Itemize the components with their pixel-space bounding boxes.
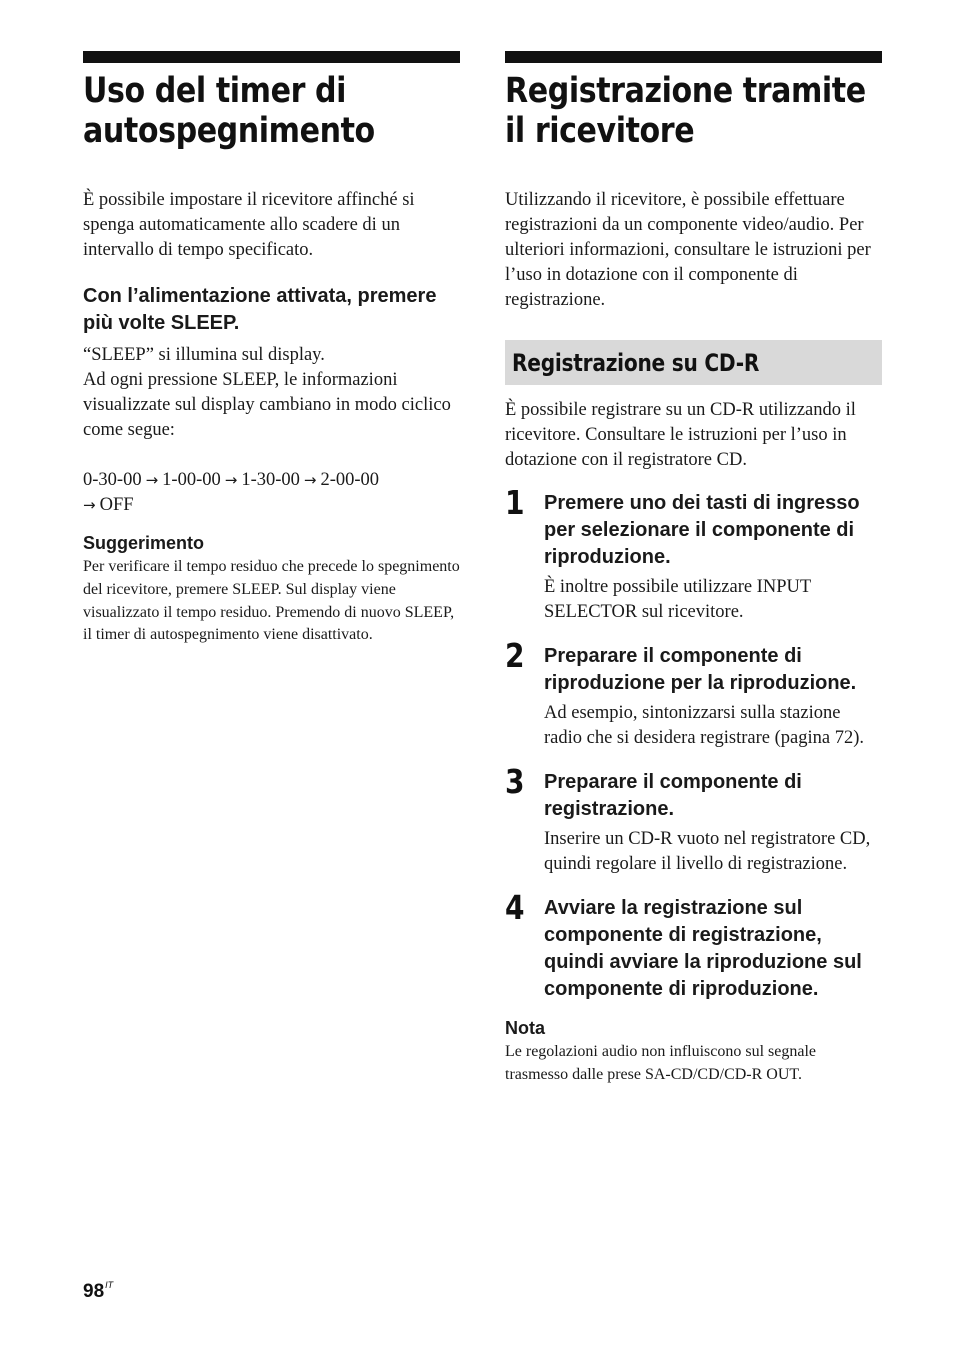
step-number: 1 [505,483,525,522]
sequence-value: 1-30-00 [241,470,300,490]
step-item [505,762,882,877]
step-body-line: Ad ogni pressione SLEEP, le informazioni visualizzate sul display cambiano in modo ciclico come segue: [83,370,451,440]
sequence-value: 0-30-00 [83,470,142,490]
right-column [505,51,882,1087]
section-title: Uso del timer di autospegnimento [83,71,375,151]
subsection-title: Registrazione su CD-R [512,348,760,377]
intro-paragraph: Utilizzando il ricevitore, è possibile effettuare registrazioni da un componente video/audio. Per ulteriori informazioni, consultare le istruzioni per l’uso in dotazione con il componente di registrazione. [505,190,871,310]
note-text: Le regolazioni audio non influiscono sul segnale trasmesso dalle prese SA-CD/CD/CD-R OUT. [505,1043,817,1083]
step-heading: Preparare il componente di registrazione. [544,771,802,820]
step-heading: Preparare il componente di riproduzione per la riproduzione. [544,645,857,694]
step-heading: Avviare la registrazione sul componente di registrazione, quindi avviare la riproduzione sul componente di riproduzione. [544,897,862,1000]
step-item [505,888,882,1003]
subsection-intro: È possibile registrare su un CD-R utilizzando il ricevitore. Consultare le istruzioni per l’uso in dotazione con il registratore CD. [505,400,856,470]
sequence-value: 2-00-00 [320,470,380,490]
arrow-right-icon: → [224,471,238,489]
step-item [505,636,882,751]
tip-text: Per verificare il tempo residuo che precede lo spegnimento del ricevitore, premere SLEEP. Sul display viene visualizzato il tempo residuo. Premendo di nuovo SLEEP, il timer di autospegnimento viene disattivato. [83,558,460,644]
left-column [83,51,460,647]
step-body: È inoltre possibile utilizzare INPUT SELECTOR sul ricevitore. [544,577,811,622]
intro-paragraph: È possibile impostare il ricevitore affinché si spenga automaticamente allo scadere di un intervallo di tempo specificato. [83,190,415,260]
page-number-value: 98 [83,1281,105,1302]
step-heading: Con l’alimentazione attivata, premere più volte SLEEP. [83,285,437,334]
arrow-right-icon: → [145,471,159,489]
sequence-value: OFF [99,495,134,515]
step-item [505,483,882,625]
section-title-bar [505,51,882,63]
step-number: 2 [505,636,525,675]
section-title-bar [83,51,460,63]
note-label: Nota [505,1018,545,1038]
subsection-header [505,340,882,385]
step-heading: Premere uno dei tasti di ingresso per selezionare il componente di riproduzione. [544,492,860,568]
arrow-right-icon: → [83,496,96,514]
step-number: 4 [505,888,525,927]
step-body-line: “SLEEP” si illumina sul display. [83,345,325,365]
step-body: Inserire un CD-R vuoto nel registratore CD, quindi regolare il livello di registrazione. [544,829,871,874]
arrow-right-icon: → [303,471,317,489]
step-number: 3 [505,762,525,801]
sleep-sequence [83,468,460,518]
sequence-value: 1-00-00 [162,470,221,490]
page-number [83,1280,113,1303]
section-title: Registrazione tramite il ricevitore [505,71,866,151]
language-suffix: IT [105,1280,114,1290]
step-body: Ad esempio, sintonizzarsi sulla stazione radio che si desidera registrare (pagina 72). [544,703,865,748]
tip-label: Suggerimento [83,533,205,553]
step-body [83,343,460,443]
